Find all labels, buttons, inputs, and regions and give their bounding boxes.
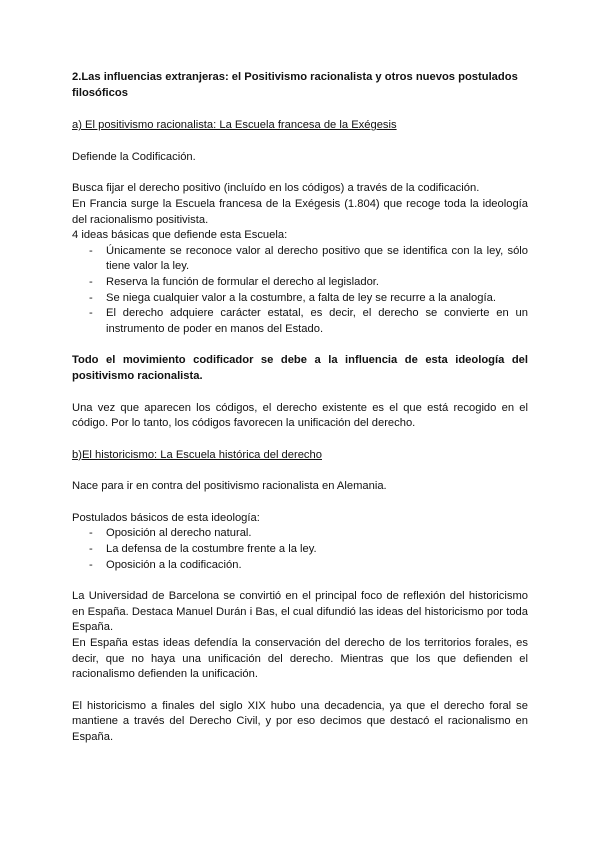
- list-item-text: Únicamente se reconoce valor al derecho positivo que se identifica con la ley, sólo tiene valor la ley.: [106, 244, 528, 273]
- list-item-text: El derecho adquiere carácter estatal, es decir, el derecho se convierte en un instrumento de poder en manos del Estado.: [106, 307, 528, 335]
- paragraph: Busca fijar el derecho positivo (incluído en los códigos) a través de la codificación.: [72, 182, 480, 195]
- paragraph: En España estas ideas defendía la conservación del derecho de los territorios forales, es decir, que no haya una unificación del derecho. Mientras que los que defienden el racionalismo defienden la unificación.: [72, 637, 528, 681]
- dash-bullet: -: [89, 558, 93, 571]
- dash-bullet: -: [89, 543, 93, 556]
- paragraph: Defiende la Codificación.: [72, 150, 196, 163]
- paragraph: Nace para ir en contra del positivismo racionalista en Alemania.: [72, 480, 387, 493]
- paragraph: Una vez que aparecen los códigos, el derecho existente es el que está recogido en el código. Por lo tanto, los códigos favorecen la unificación del derecho.: [72, 401, 528, 430]
- list-item: [72, 526, 528, 542]
- list-item: [72, 306, 528, 337]
- dash-bullet: -: [89, 527, 93, 540]
- list-item: [72, 558, 528, 574]
- document-page: [72, 70, 528, 746]
- dash-bullet: -: [89, 291, 93, 304]
- subsection-b-title: b)El historicismo: La Escuela histórica del derecho: [72, 448, 322, 461]
- list-item-text: Oposición a la codificación.: [106, 558, 242, 571]
- dash-bullet: -: [89, 275, 93, 288]
- list-item-text: Oposición al derecho natural.: [106, 527, 252, 540]
- list-item-text: Reserva la función de formular el derecho al legislador.: [106, 275, 380, 288]
- list-item: [72, 244, 528, 275]
- paragraph: Postulados básicos de esta ideología:: [72, 511, 260, 524]
- subsection-a-title: a) El positivismo racionalista: La Escuela francesa de la Exégesis: [72, 119, 397, 132]
- dash-bullet: -: [89, 244, 93, 257]
- list-item-text: La defensa de la costumbre frente a la ley.: [106, 543, 317, 556]
- list-item: [72, 291, 528, 307]
- paragraph: 4 ideas básicas que defiende esta Escuela:: [72, 229, 288, 242]
- paragraph: El historicismo a finales del siglo XIX hubo una decadencia, ya que el derecho foral se mantiene a través del Derecho Civil, y por eso decimos que destacó el racionalismo en España.: [72, 699, 528, 743]
- postulados-list: [72, 526, 528, 573]
- paragraph: En Francia surge la Escuela francesa de la Exégesis (1.804) que recoge toda la ideología del racionalismo positivista.: [72, 197, 528, 226]
- list-item: [72, 275, 528, 291]
- section-title: 2.Las influencias extranjeras: el Positivismo racionalista y otros nuevos postulados filosóficos: [72, 71, 518, 99]
- ideas-list: [72, 244, 528, 338]
- list-item-text: Se niega cualquier valor a la costumbre, a falta de ley se recurre a la analogía.: [106, 291, 496, 304]
- bold-statement: Todo el movimiento codificador se debe a la influencia de esta ideología del positivismo racionalista.: [72, 354, 528, 382]
- paragraph: La Universidad de Barcelona se convirtió en el principal foco de reflexión del historicismo en España. Destaca Manuel Durán i Bas, el cual difundió las ideas del historicismo por toda España.: [72, 590, 528, 634]
- list-item: [72, 542, 528, 558]
- dash-bullet: -: [89, 307, 93, 320]
